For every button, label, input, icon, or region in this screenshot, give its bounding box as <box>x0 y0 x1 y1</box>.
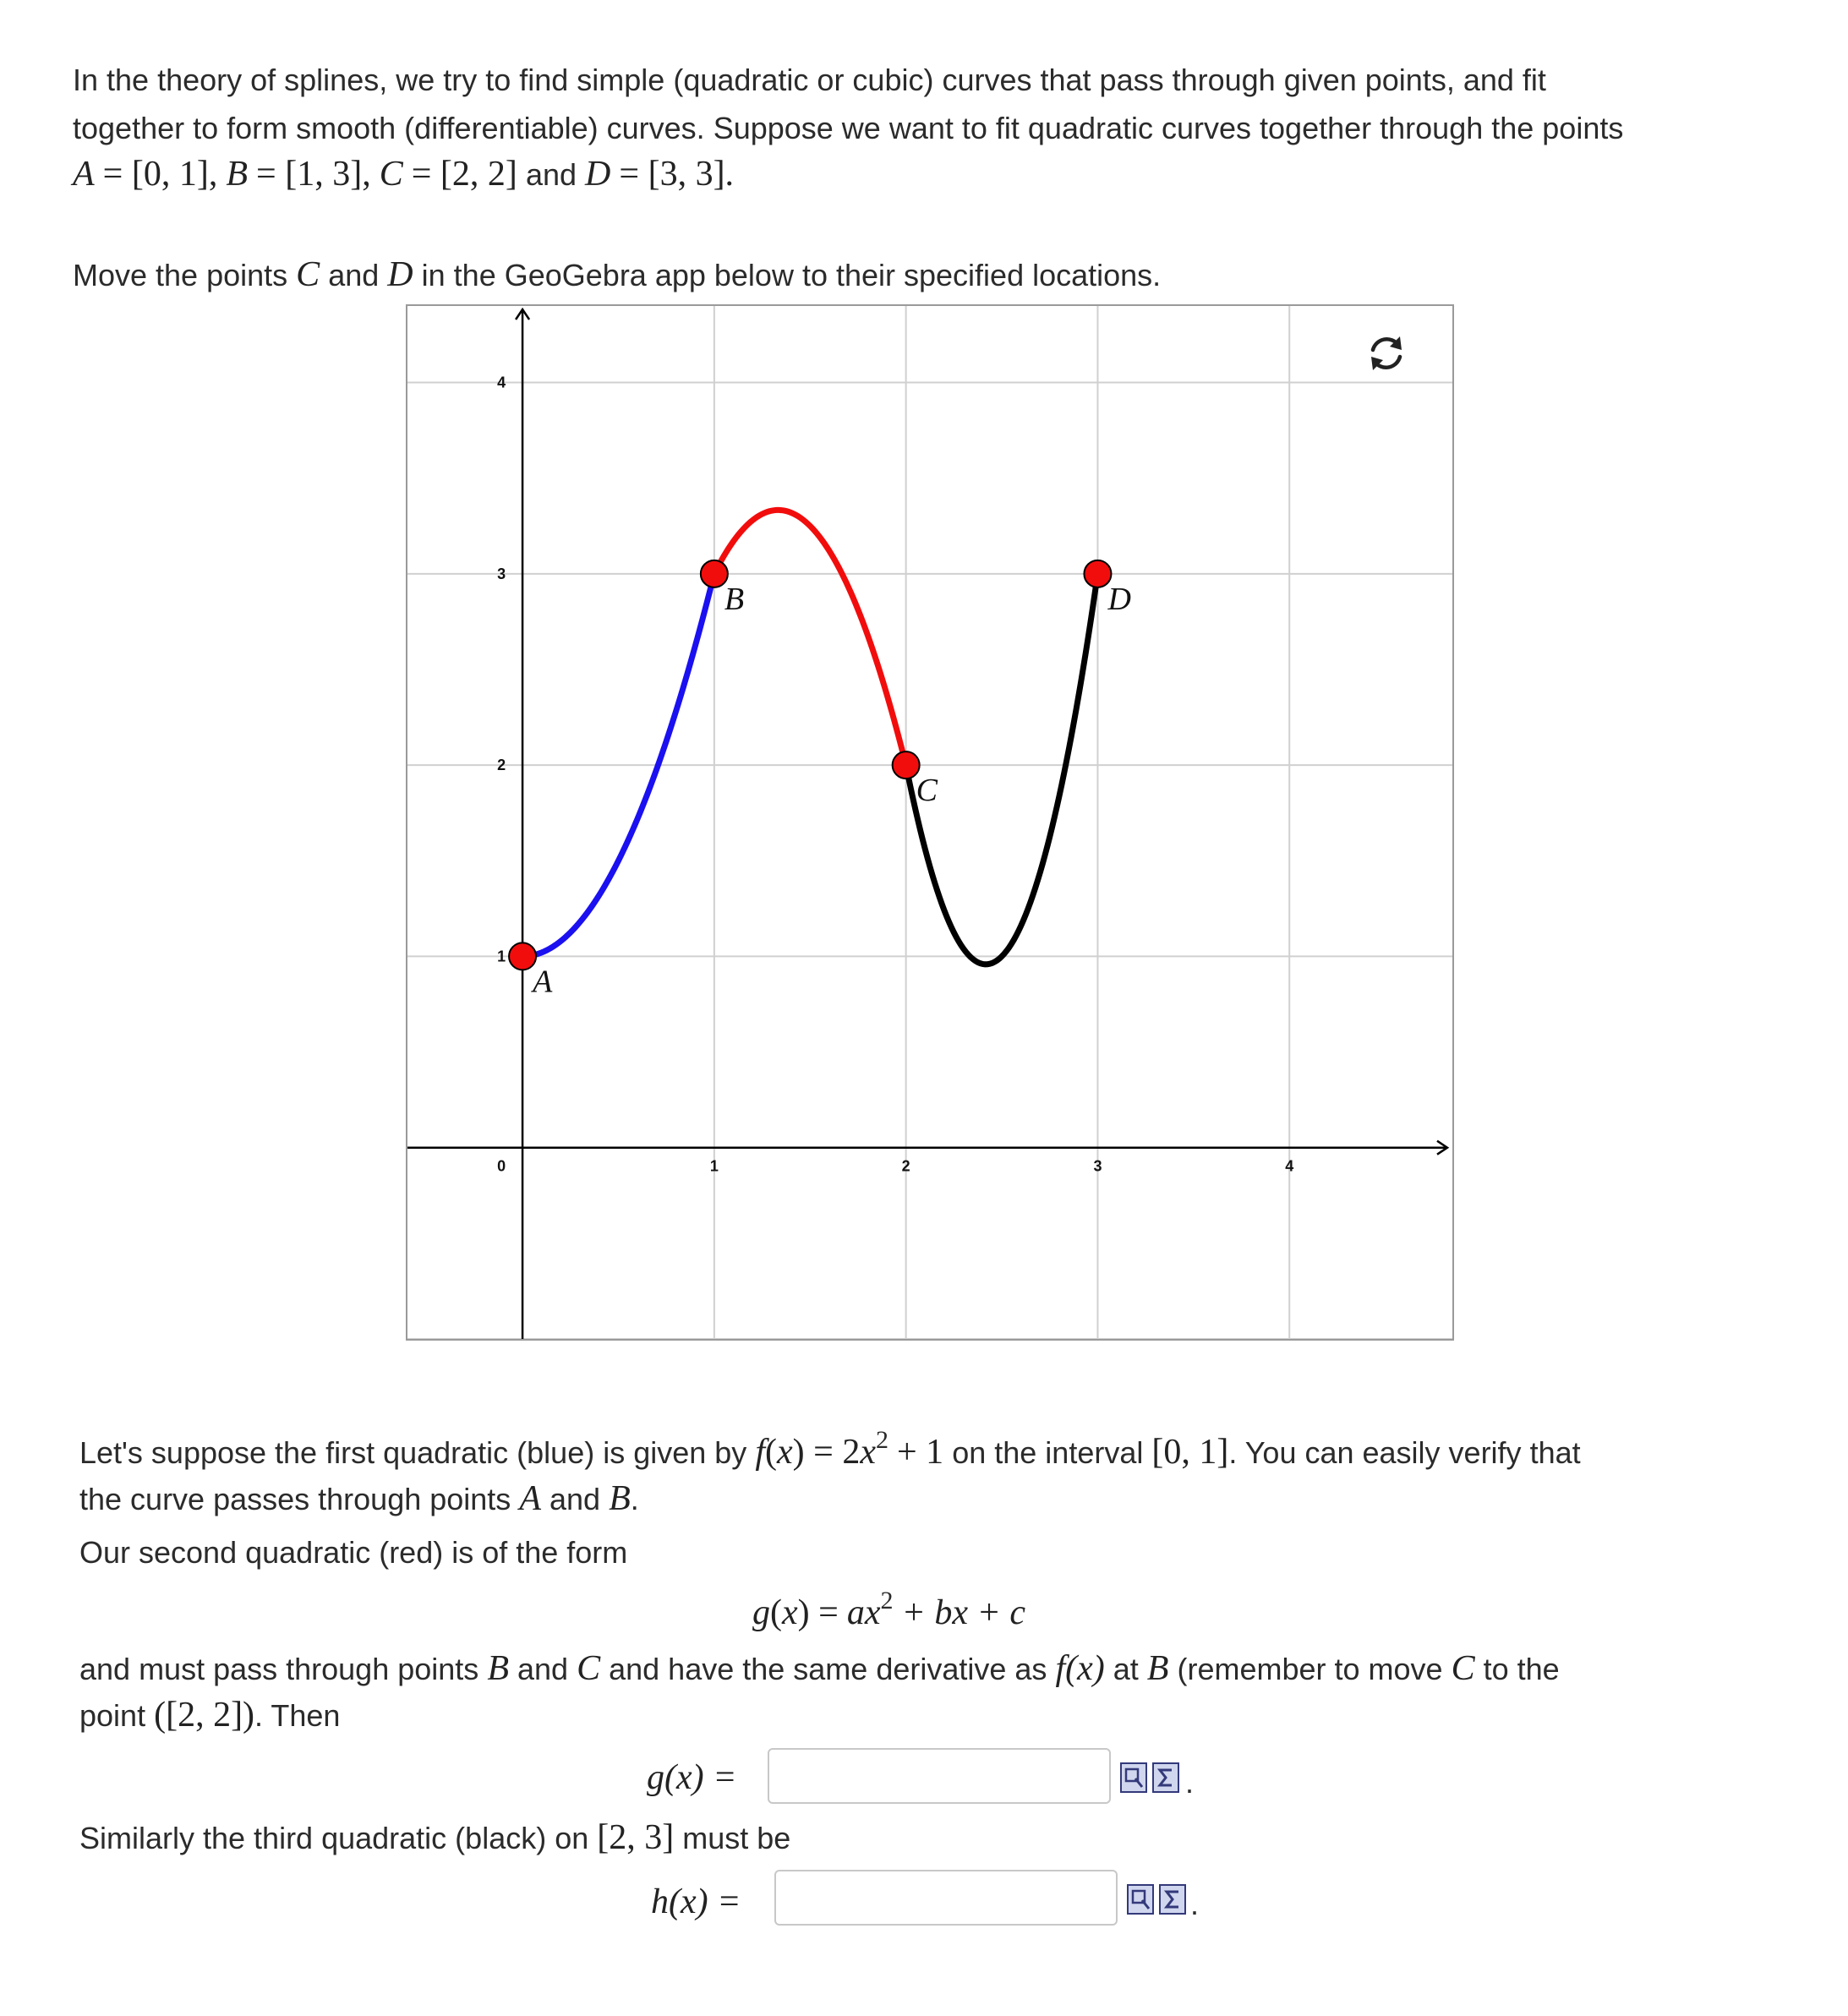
eq-ax: ax <box>846 1593 881 1632</box>
body-line-6 <box>79 1814 790 1862</box>
p4-pre: and must pass through points <box>79 1652 479 1686</box>
x-tick-4: 4 <box>1285 1157 1294 1175</box>
h-period: . <box>1190 1887 1200 1921</box>
equation-editor-button-2[interactable] <box>1158 1883 1187 1915</box>
p4-mid: and have the same derivative as <box>609 1652 1047 1686</box>
instruction-C: C <box>296 255 320 294</box>
intro-line-1: In the theory of splines, we try to find simple (quadratic or cubic) curves that pass through given points, and fit <box>73 63 1546 97</box>
p5-post: . Then <box>254 1698 341 1733</box>
p2-B: B <box>609 1479 631 1518</box>
g-label-text: g(x) = <box>647 1758 737 1797</box>
intro-line-3 <box>73 150 734 199</box>
p1-interval: [0, 1] <box>1151 1433 1229 1472</box>
p4-fx: (x) <box>1065 1649 1105 1688</box>
p4-B: B <box>487 1649 509 1688</box>
points[interactable] <box>509 560 1131 1000</box>
p6-interval: [2, 3] <box>597 1818 675 1857</box>
p1-pre: Let's suppose the first quadratic (blue) is given by <box>79 1435 747 1470</box>
display-equation <box>752 1589 1025 1637</box>
eq-g: g <box>752 1593 770 1632</box>
p2-pre: the curve passes through points <box>79 1482 511 1516</box>
geogebra-applet[interactable] <box>406 304 1454 1341</box>
p4-C2: C <box>1451 1649 1475 1688</box>
math-D: D <box>585 155 611 194</box>
g-answer-input[interactable] <box>768 1748 1111 1804</box>
h-answer-label <box>651 1878 741 1926</box>
p1-x: x <box>776 1433 793 1472</box>
p4-C: C <box>577 1649 601 1688</box>
eq-square: 2 <box>880 1587 894 1614</box>
curve-h-black <box>906 574 1098 964</box>
equation-editor-button[interactable] <box>1151 1762 1180 1794</box>
eq-close: ) = <box>797 1593 839 1632</box>
body-line-2 <box>79 1475 639 1523</box>
p1-x2: x <box>860 1433 876 1472</box>
p4-f: f <box>1055 1649 1066 1688</box>
p5-pre: point <box>79 1698 146 1733</box>
p1-mid: on the interval <box>952 1435 1144 1470</box>
h-label-text: h(x) = <box>651 1882 741 1921</box>
body-line-4 <box>79 1645 1560 1693</box>
y-tick-2: 2 <box>497 757 506 774</box>
eq-x: x <box>782 1593 798 1632</box>
preview-button-2[interactable] <box>1126 1883 1155 1915</box>
x-tick-2: 2 <box>901 1157 910 1175</box>
math-C-value: = [2, 2] <box>411 155 517 194</box>
math-D-value: = [3, 3]. <box>619 155 735 194</box>
sigma-icon <box>1158 1883 1187 1915</box>
eq-open: ( <box>770 1593 782 1632</box>
body-line-3: Our second quadratic (red) is of the form <box>79 1535 628 1570</box>
p1-plus-one: + 1 <box>897 1433 944 1472</box>
p6-post: must be <box>682 1821 791 1855</box>
x-tick-3: 3 <box>1093 1157 1102 1175</box>
y-tick-1: 1 <box>497 948 506 965</box>
p6-pre: Similarly the third quadratic (black) on <box>79 1821 589 1855</box>
curves <box>522 510 1097 964</box>
sigma-icon <box>1151 1762 1180 1794</box>
p2-A: A <box>519 1479 541 1518</box>
point-label-A: A <box>533 964 553 1000</box>
instruction-post: in the GeoGebra app below to their specified locations. <box>421 258 1162 292</box>
point-label-B: B <box>724 581 745 617</box>
body-line-1 <box>79 1426 1581 1477</box>
geogebra-canvas[interactable] <box>407 306 1452 1339</box>
point-label-C: C <box>916 773 938 809</box>
p4-to: to the <box>1483 1652 1560 1686</box>
p1-f: f <box>755 1433 765 1472</box>
intro-and: and <box>525 157 577 192</box>
instruction-pre: Move the points <box>73 258 288 292</box>
instruction-line <box>73 251 1161 299</box>
p4-B2: B <box>1146 1649 1169 1688</box>
curve-g-red <box>714 510 906 765</box>
p1-eq: ) = 2 <box>792 1433 861 1472</box>
x-tick-1: 1 <box>709 1157 719 1175</box>
preview-icon <box>1119 1762 1148 1794</box>
p1-square: 2 <box>875 1426 888 1454</box>
instruction-and: and <box>328 258 380 292</box>
y-tick-3: 3 <box>497 565 506 582</box>
p1-post: . You can easily verify that <box>1228 1435 1581 1470</box>
body-line-5 <box>79 1691 340 1740</box>
y-tick-4: 4 <box>497 374 506 391</box>
p4-at: at <box>1113 1652 1139 1686</box>
h-answer-input[interactable] <box>774 1870 1118 1926</box>
p1-paren-open: ( <box>764 1433 777 1472</box>
math-A-value: = [0, 1], <box>102 155 218 194</box>
p4-rem: (remember to move <box>1177 1652 1443 1686</box>
math-C: C <box>379 155 403 194</box>
eq-rest: + bx + c <box>901 1593 1025 1632</box>
math-B: B <box>226 155 249 194</box>
p2-and: and <box>549 1482 601 1516</box>
intro-line-2: together to form smooth (differentiable) curves. Suppose we want to fit quadratic curves together through the points <box>73 111 1624 145</box>
instruction-D: D <box>387 255 413 294</box>
preview-icon <box>1126 1883 1155 1915</box>
x-tick-0: 0 <box>497 1157 506 1175</box>
point-label-D: D <box>1107 581 1131 617</box>
p2-post: . <box>630 1482 639 1516</box>
math-A: A <box>73 155 95 194</box>
axes <box>407 309 1447 1339</box>
g-period: . <box>1185 1765 1195 1800</box>
p4-and: and <box>517 1652 569 1686</box>
math-B-value: = [1, 3], <box>256 155 371 194</box>
grid-lines <box>407 306 1452 1339</box>
p5-point: ([2, 2]) <box>154 1696 255 1735</box>
preview-button[interactable] <box>1119 1762 1148 1794</box>
reset-icon[interactable] <box>1371 336 1402 370</box>
g-answer-label <box>647 1754 736 1802</box>
